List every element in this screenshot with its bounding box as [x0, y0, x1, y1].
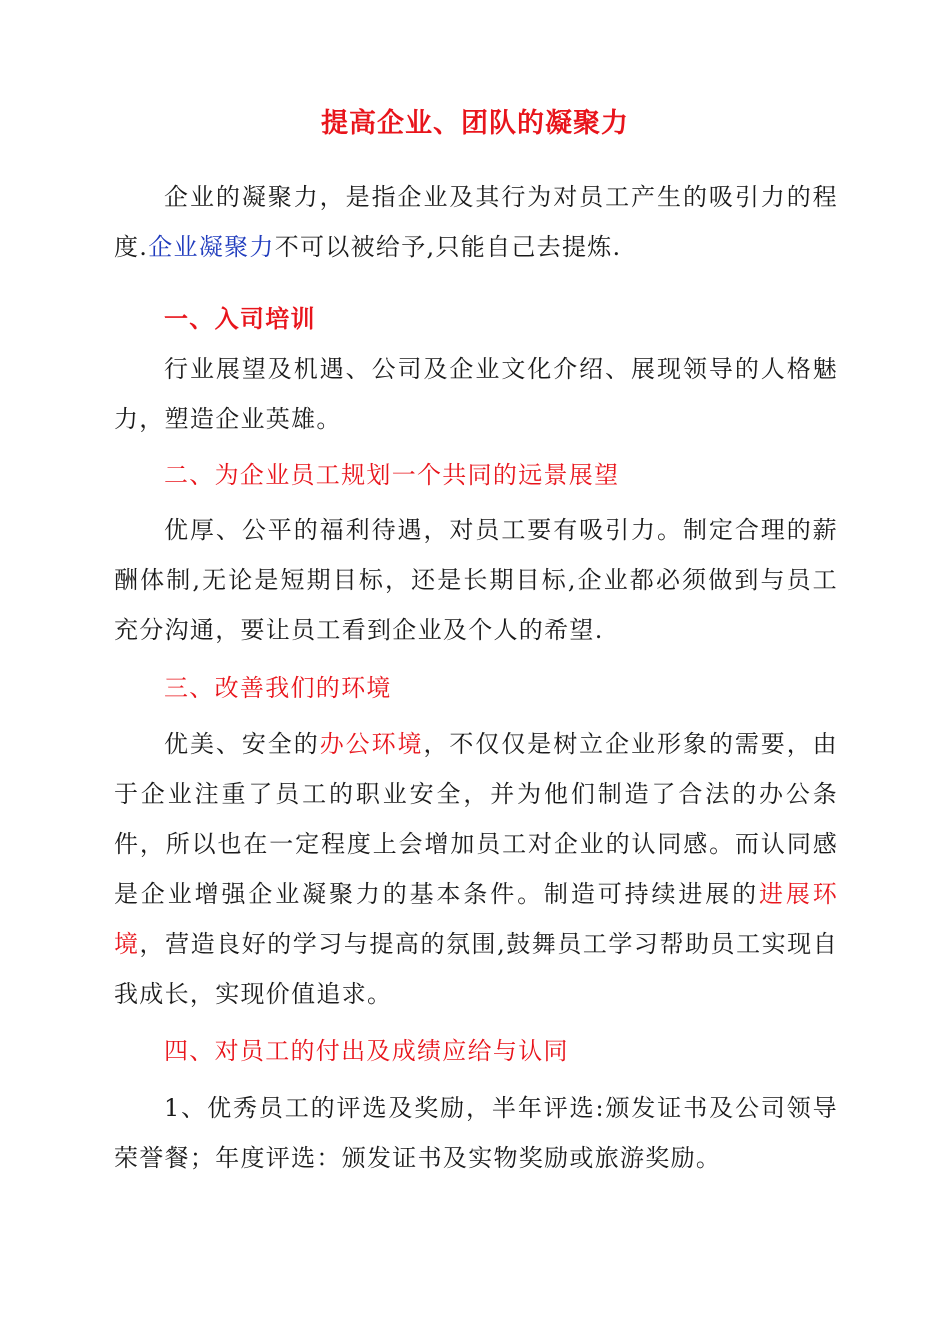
section-1-heading: 一、入司培训 — [164, 304, 316, 333]
development-environment-link[interactable]: 进展环境 — [114, 880, 838, 958]
intro-text-before: 企业的凝聚力，是指企业及其行为对员工产生的吸引力的程度. — [114, 183, 838, 261]
intro-paragraph — [114, 172, 838, 272]
section-3-text-1: 优美、安全的 — [164, 730, 320, 758]
document-title: 提高企业、团队的凝聚力 — [321, 108, 629, 139]
section-2-heading: 二、为企业员工规划一个共同的远景展望 — [164, 461, 620, 489]
section-3-body — [114, 719, 838, 1019]
section-3-text-3: ，营造良好的学习与提高的氛围,鼓舞员工学习帮助员工实现自我成长，实现价值追求。 — [114, 930, 838, 1008]
section-3-heading: 三、改善我们的环境 — [164, 674, 392, 702]
section-2-body: 优厚、公平的福利待遇，对员工要有吸引力。制定合理的薪酬体制,无论是短期目标，还是长期目标,企业都必须做到与员工充分沟通，要让员工看到企业及个人的希望. — [114, 516, 838, 644]
section-4-heading: 四、对员工的付出及成绩应给与认同 — [164, 1037, 569, 1065]
section-1-body: 行业展望及机遇、公司及企业文化介绍、展现领导的人格魅力，塑造企业英雄。 — [114, 355, 838, 433]
section-4-item-1: 1、优秀员工的评选及奖励，半年评选:颁发证书及公司领导荣誉餐；年度评选：颁发证书及实物奖励或旅游奖励。 — [114, 1094, 838, 1172]
intro-text-after: 不可以被给予,只能自己去提炼. — [274, 233, 622, 261]
section-3-text-2: ，不仅仅是树立企业形象的需要，由于企业注重了员工的职业安全，并为他们制造了合法的办公条件，所以也在一定程度上会增加员工对企业的认同感。而认同感是企业增强企业凝聚力的基本条件。制造可持续进展的 — [114, 730, 838, 908]
enterprise-cohesion-link[interactable]: 企业凝聚力 — [148, 233, 275, 261]
office-environment-link[interactable]: 办公环境 — [319, 730, 424, 758]
